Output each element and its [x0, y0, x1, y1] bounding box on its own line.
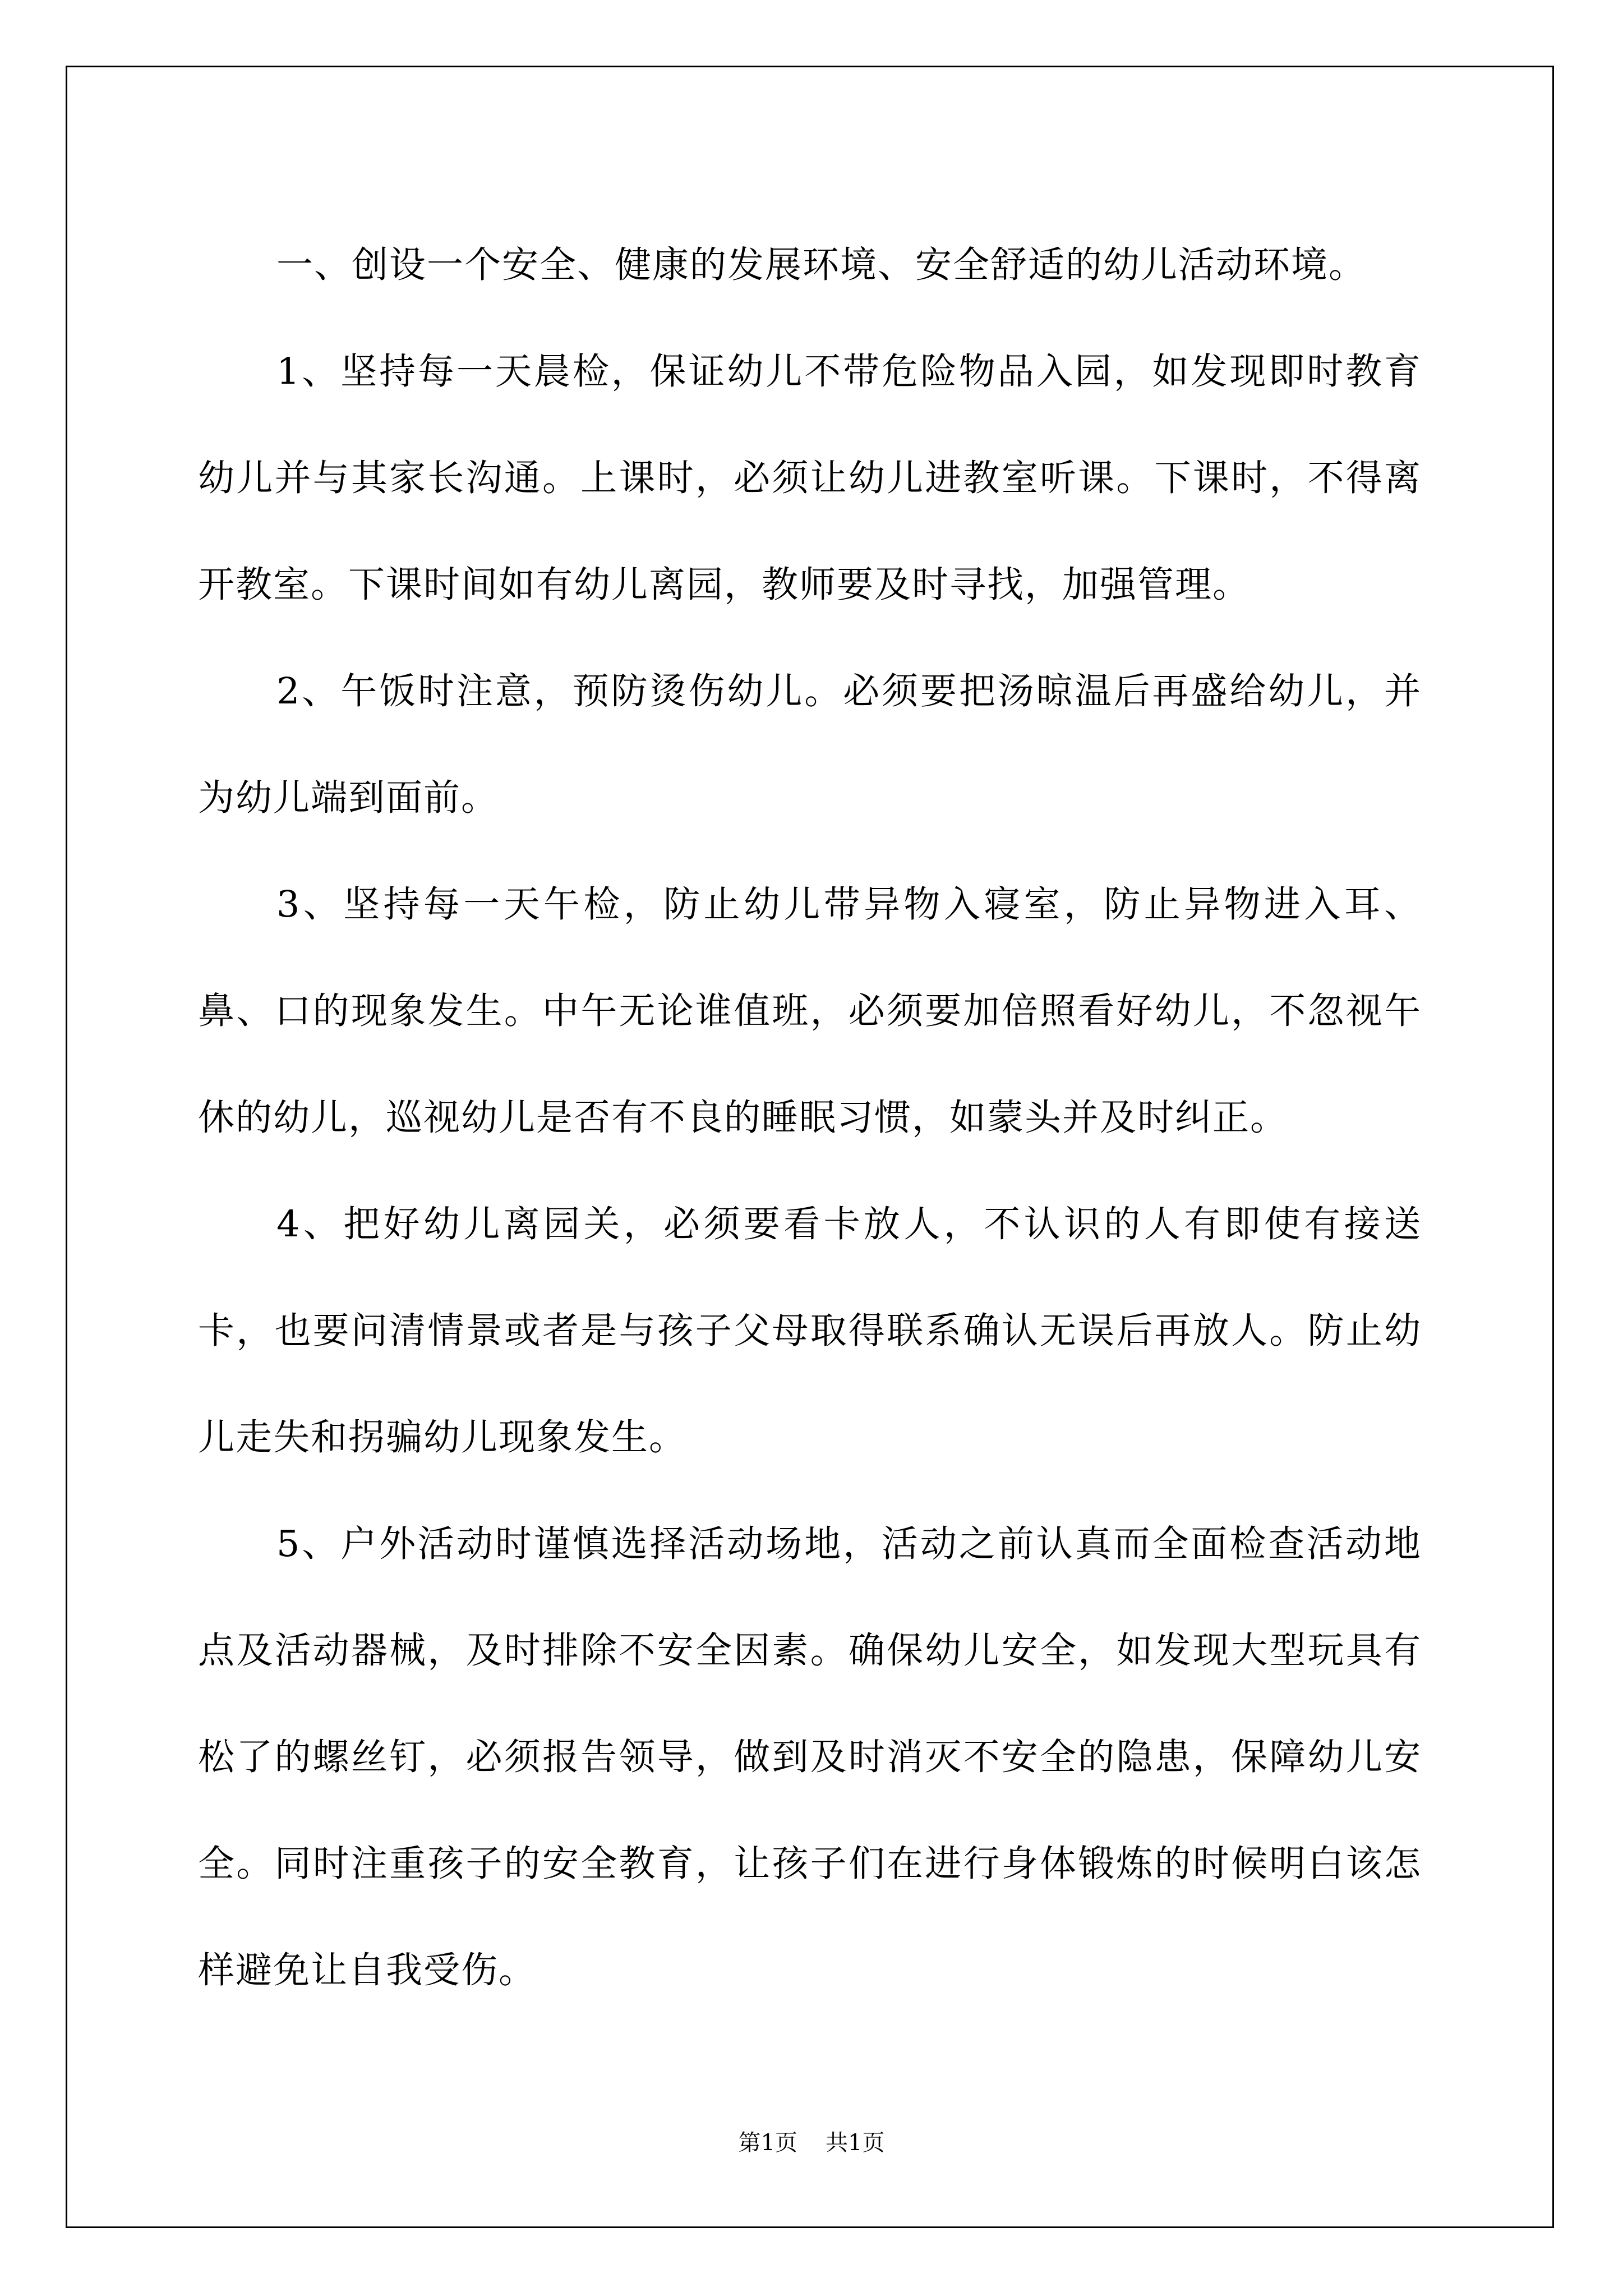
page-footer: [0, 2126, 1623, 2160]
paragraph-heading: 一、创设一个安全、健康的发展环境、安全舒适的幼儿活动环境。: [276, 244, 1367, 286]
paragraph-item-1: 1、坚持每一天晨检，保证幼儿不带危险物品入园，如发现即时教育幼儿并与其家长沟通。上课时，必须让幼儿进教室听课。下课时，不得离开教室。下课时间如有幼儿离园，教师要及时寻找，加强管理。: [198, 351, 1422, 606]
page-number-current: 第1页: [738, 2130, 797, 2156]
paragraph-item-4: 4、把好幼儿离园关，必须要看卡放人，不认识的人有即使有接送卡，也要问清情景或者是与孩子父母取得联系确认无误后再放人。防止幼儿走失和拐骗幼儿现象发生。: [198, 1203, 1422, 1458]
paragraph-item-3: 3、坚持每一天午检，防止幼儿带异物入寝室，防止异物进入耳、鼻、口的现象发生。中午无论谁值班，必须要加倍照看好幼儿，不忽视午休的幼儿，巡视幼儿是否有不良的睡眠习惯，如蒙头并及时纠正。: [198, 884, 1422, 1139]
paragraph-item-5: 5、户外活动时谨慎选择活动场地，活动之前认真而全面检查活动地点及活动器械，及时排除不安全因素。确保幼儿安全，如发现大型玩具有松了的螺丝钉，必须报告领导，做到及时消灭不安全的隐患，保障幼儿安全。同时注重孩子的安全教育，让孩子们在进行身体锻炼的时候明白该怎样避免让自我受伤。: [198, 1523, 1422, 1991]
paragraph-item-2: 2、午饭时注意，预防烫伤幼儿。必须要把汤晾温后再盛给幼儿，并为幼儿端到面前。: [198, 670, 1422, 819]
document-body: [198, 212, 1422, 2024]
page-number-total: 共1页: [826, 2130, 885, 2156]
